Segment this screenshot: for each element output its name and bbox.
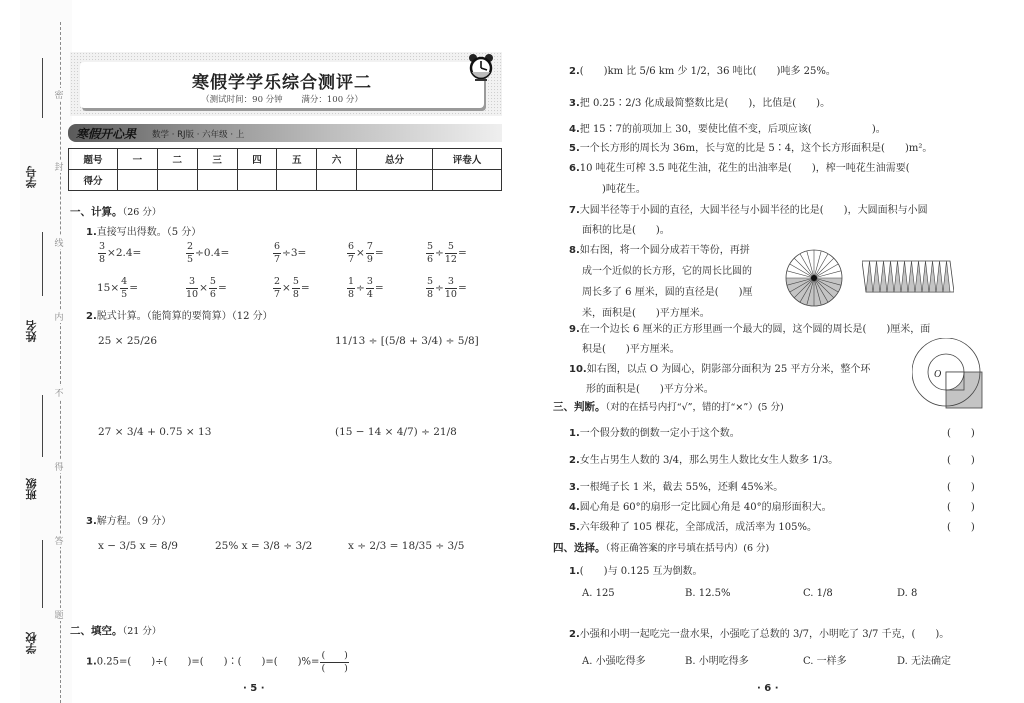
answer-bracket[interactable]: ( )	[947, 502, 975, 513]
binding-margin	[20, 0, 72, 703]
full-score: 满分：100 分）	[301, 95, 363, 105]
calc-item: $\frac{1}{8}$ ÷ $\frac{3}{4}$ =	[348, 276, 384, 300]
score-table-score-row	[69, 170, 502, 191]
seal-char: 得	[53, 460, 65, 473]
choice-option[interactable]: A. 小强吃得多	[582, 656, 646, 667]
brand-subtitle: 数学 · RJ版 · 六年级 · 上	[152, 130, 245, 140]
seal-dashed-line	[60, 22, 61, 703]
brand-logo: 寒假开心果	[76, 127, 137, 141]
judge-item-3: 3.一根绳子长 1 米，截去 55%，还剩 45%米。	[569, 482, 784, 493]
calc-item: $\frac{3}{10}$ × $\frac{5}{6}$ =	[186, 276, 227, 300]
fill-question-4: 4.把 15∶7的前项加上 30，要使比值不变，后项应该( )。	[569, 124, 886, 135]
page-number-6: · 6 ·	[757, 683, 779, 694]
question-1-3: 3.解方程。（9 分）	[86, 516, 172, 527]
fill-question-7-cont: 面积的比是( )。	[582, 225, 670, 236]
fill-question-8: 8.如右图，将一个圆分成若干等份，再拼	[569, 245, 750, 256]
answer-bracket[interactable]: ( )	[947, 482, 975, 493]
table-header-cell: 评卷人	[433, 149, 502, 170]
fill-question-7: 7.大圆半径等于小圆的直径，大圆半径与小圆半径的比是( )，大圆面积与小圆	[569, 205, 928, 216]
table-header-cell: 二	[157, 149, 197, 170]
page-number-5: · 5 ·	[243, 683, 265, 694]
table-header-cell: 题号	[69, 149, 118, 170]
fill-question-6: 6.10 吨花生可榨 3.5 吨花生油，花生的出油率是( )，榨一吨花生油需要(	[569, 163, 910, 174]
calc-item: $\frac{2}{7}$ × $\frac{5}{8}$ =	[274, 276, 310, 300]
fill-question-9-cont: 积是( )平方厘米。	[582, 344, 680, 355]
calc-item: $\frac{2}{5}$ ÷0.4=	[187, 241, 230, 265]
section-2-heading: 二、填空。（21 分）	[70, 625, 162, 637]
answer-bracket[interactable]: ( )	[947, 428, 975, 439]
question-1-2: 2.脱式计算。（能简算的要简算）（12 分）	[86, 311, 273, 322]
fill-question-8-line: 米，面积是( )平方厘米。	[582, 308, 710, 319]
seal-char: 封	[53, 160, 65, 173]
student-id-line[interactable]	[42, 58, 43, 118]
seal-char: 不	[53, 386, 65, 399]
fill-question-1: 1.0.25=( )÷( )=( )∶( )=( )%= $\frac{( )}{( )}$	[86, 650, 348, 674]
score-cell[interactable]	[277, 170, 317, 191]
alarm-clock-icon	[466, 52, 496, 82]
seal-char: 密	[53, 88, 65, 101]
score-cell[interactable]	[433, 170, 502, 191]
class-label: 班级	[25, 478, 38, 500]
fill-question-3: 3.把 0.25∶2/3 化成最简整数比是( )，比值是( )。	[569, 98, 831, 109]
choice-option[interactable]: C. 一样多	[803, 656, 847, 667]
judge-item-2: 2.女生占男生人数的 3/4，那么男生人数比女生人数多 1/3。	[569, 455, 839, 466]
student-id-label: 学号	[25, 166, 38, 188]
section-1-heading: 一、计算。（26 分）	[70, 206, 162, 218]
choice-option[interactable]: A. 125	[582, 588, 615, 599]
table-header-cell: 三	[197, 149, 237, 170]
table-header-cell: 六	[317, 149, 357, 170]
fill-question-8-line: 成一个近似的长方形，它的周长比圆的	[582, 266, 752, 277]
question-1-1: 1.直接写出得数。（5 分）	[86, 227, 202, 238]
divided-circle-figure	[784, 248, 844, 308]
score-cell[interactable]	[197, 170, 237, 191]
test-info	[80, 93, 484, 105]
choice-option[interactable]: C. 1/8	[803, 588, 833, 599]
score-row-label: 得分	[69, 170, 118, 191]
page-title: 寒假学学乐综合测评二	[192, 73, 372, 93]
answer-bracket[interactable]: ( )	[947, 455, 975, 466]
answer-bracket[interactable]: ( )	[947, 522, 975, 533]
fill-question-10: 10.如右图，以点 O 为圆心，阴影部分面积为 25 平方分米，整个环	[569, 364, 871, 375]
calc-expression: 27 × 3/4 + 0.75 × 13	[98, 426, 212, 438]
score-cell[interactable]	[237, 170, 277, 191]
choice-option[interactable]: B. 12.5%	[685, 588, 731, 599]
school-label: 学校	[25, 632, 38, 654]
calc-item: $\frac{5}{6}$ ÷ $\frac{5}{12}$ =	[427, 241, 467, 265]
annulus-figure	[912, 338, 986, 412]
calc-item: $\frac{6}{7}$ × $\frac{7}{9}$ =	[348, 241, 384, 265]
table-header-cell: 一	[118, 149, 158, 170]
equation: 25% x = 3/8 ÷ 3/2	[215, 540, 313, 552]
section-4-heading: 四、选择。（将正确答案的序号填在括号内）(6 分)	[553, 542, 770, 554]
seal-char: 内	[53, 310, 65, 323]
score-table	[68, 148, 502, 191]
calc-item: $\frac{6}{7}$ ÷3=	[274, 241, 307, 265]
score-cell[interactable]	[317, 170, 357, 191]
choice-option[interactable]: D. 8	[897, 588, 918, 599]
test-time: （测试时间：90 分钟	[201, 95, 283, 105]
fill-question-2: 2.( )km 比 5/6 km 少 1/2，36 吨比( )吨多 25%。	[569, 66, 836, 77]
judge-item-5: 5.六年级种了 105 棵花，全部成活，成活率为 105%。	[569, 522, 817, 533]
choice-question-2: 2.小强和小明一起吃完一盘水果，小强吃了总数的 3/7，小明吃了 3/7 千克，( )。	[569, 629, 950, 640]
score-table-header-row	[69, 149, 502, 170]
choice-option[interactable]: D. 无法确定	[897, 656, 952, 667]
calc-expression: 11/13 ÷ [(5/8 + 3/4) ÷ 5/8]	[335, 335, 479, 347]
choice-option[interactable]: B. 小明吃得多	[685, 656, 749, 667]
fill-question-9: 9.在一个边长 6 厘米的正方形里画一个最大的圆，这个圆的周长是( )厘米，面	[569, 324, 931, 335]
fill-question-6-cont: )吨花生。	[582, 184, 646, 195]
fill-question-5: 5.一个长方形的周长为 36m，长与宽的比是 5∶4，这个长方形面积是( )m²。	[569, 143, 933, 154]
approx-rectangle-figure	[862, 260, 954, 294]
name-label: 姓名	[25, 320, 38, 342]
calc-expression: (15 − 14 × 4/7) ÷ 21/8	[335, 426, 457, 438]
score-cell[interactable]	[157, 170, 197, 191]
seal-char: 答	[53, 534, 65, 547]
seal-char: 线	[53, 236, 65, 249]
calc-item: 15× $\frac{4}{5}$ =	[97, 276, 139, 300]
calc-item: $\frac{5}{8}$ ÷ $\frac{3}{10}$ =	[427, 276, 467, 300]
table-header-cell: 总分	[357, 149, 433, 170]
calc-expression: 25 × 25/26	[98, 335, 158, 347]
name-line[interactable]	[42, 232, 43, 296]
fill-question-8-line: 周长多了 6 厘米，圆的直径是( )厘	[582, 287, 753, 298]
score-cell[interactable]	[118, 170, 158, 191]
section-3-heading: 三、判断。（对的在括号内打“√”，错的打“×”）(5 分)	[553, 401, 784, 413]
school-line[interactable]	[42, 540, 43, 608]
score-cell[interactable]	[357, 170, 433, 191]
equation: x ÷ 2/3 = 18/35 ÷ 3/5	[348, 540, 465, 552]
table-header-cell: 四	[237, 149, 277, 170]
fill-question-10-cont: 形的面积是( )平方分米。	[586, 384, 714, 395]
judge-item-4: 4.圆心角是 60°的扇形一定比圆心角是 40°的扇形面积大。	[569, 502, 832, 513]
judge-item-1: 1.一个假分数的倒数一定小于这个数。	[569, 428, 740, 439]
center-o-label: O	[934, 369, 942, 380]
class-line[interactable]	[42, 395, 43, 457]
blank-fraction[interactable]: $\frac{( )}{( )}$	[321, 650, 348, 674]
calc-item: $\frac{3}{8}$ ×2.4=	[99, 241, 142, 265]
choice-question-1: 1.( )与 0.125 互为倒数。	[569, 566, 703, 577]
equation: x − 3/5 x = 8/9	[98, 540, 178, 552]
table-header-cell: 五	[277, 149, 317, 170]
seal-char: 题	[53, 608, 65, 621]
